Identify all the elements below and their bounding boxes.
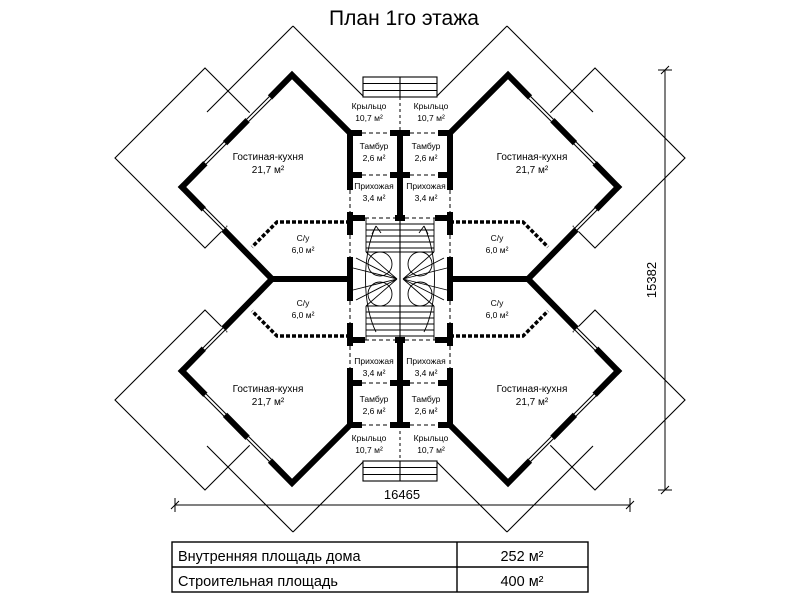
room-area-wc: 6,0 м² <box>291 310 315 320</box>
room-area-living-kitchen: 21,7 м² <box>515 165 549 176</box>
areas-table <box>172 542 588 592</box>
room-area-living-kitchen: 21,7 м² <box>515 397 549 408</box>
room-area-porch: 10,7 м² <box>417 445 445 455</box>
room-label-living-kitchen: Гостиная-кухня <box>496 152 568 163</box>
room-label-tambour: Тамбур <box>411 394 441 404</box>
room-area-porch: 10,7 м² <box>355 113 383 123</box>
dimension-bottom <box>171 487 634 512</box>
room-area-living-kitchen: 21,7 м² <box>251 397 285 408</box>
entrance-steps-top <box>363 77 437 97</box>
room-area-hallway: 3,4 м² <box>362 193 386 203</box>
room-area-tambour: 2,6 м² <box>362 153 386 163</box>
room-label-living-kitchen: Гостиная-кухня <box>496 384 568 395</box>
entrance-steps-bottom <box>363 461 437 481</box>
room-label-porch: Крыльцо <box>351 433 387 443</box>
room-label-tambour: Тамбур <box>411 141 441 151</box>
room-area-porch: 10,7 м² <box>417 113 445 123</box>
room-label-hallway: Прихожая <box>406 356 446 366</box>
room-label-wc: С/у <box>296 298 310 308</box>
room-area-tambour: 2,6 м² <box>362 406 386 416</box>
page-title: План 1го этажа <box>329 7 479 30</box>
room-label-tambour: Тамбур <box>359 394 389 404</box>
room-area-hallway: 3,4 м² <box>362 368 386 378</box>
table-row-value-internal-area: 252 м² <box>500 549 544 565</box>
room-label-living-kitchen: Гостиная-кухня <box>232 152 304 163</box>
room-area-tambour: 2,6 м² <box>414 406 438 416</box>
room-label-hallway: Прихожая <box>406 181 446 191</box>
room-label-hallway: Прихожая <box>354 356 394 366</box>
room-area-wc: 6,0 м² <box>485 245 509 255</box>
room-label-porch: Крыльцо <box>413 433 449 443</box>
room-label-living-kitchen: Гостиная-кухня <box>232 384 304 395</box>
room-area-porch: 10,7 м² <box>355 445 383 455</box>
room-area-wc: 6,0 м² <box>291 245 315 255</box>
room-area-tambour: 2,6 м² <box>414 153 438 163</box>
room-area-wc: 6,0 м² <box>485 310 509 320</box>
room-area-hallway: 3,4 м² <box>414 368 438 378</box>
room-label-hallway: Прихожая <box>354 181 394 191</box>
table-row-value-building-area: 400 м² <box>500 574 544 590</box>
room-label-tambour: Тамбур <box>359 141 389 151</box>
dimension-right-value: 15382 <box>644 261 659 299</box>
table-row-label-building-area: Строительная площадь <box>178 574 338 590</box>
room-label-porch: Крыльцо <box>413 101 449 111</box>
dimension-right <box>644 66 672 494</box>
table-row-label-internal-area: Внутренняя площадь дома <box>178 549 361 565</box>
room-area-hallway: 3,4 м² <box>414 193 438 203</box>
room-label-wc: С/у <box>490 298 504 308</box>
room-label-wc: С/у <box>296 233 310 243</box>
room-label-wc: С/у <box>490 233 504 243</box>
room-label-porch: Крыльцо <box>351 101 387 111</box>
room-area-living-kitchen: 21,7 м² <box>251 165 285 176</box>
dimension-bottom-value: 16465 <box>383 487 421 502</box>
